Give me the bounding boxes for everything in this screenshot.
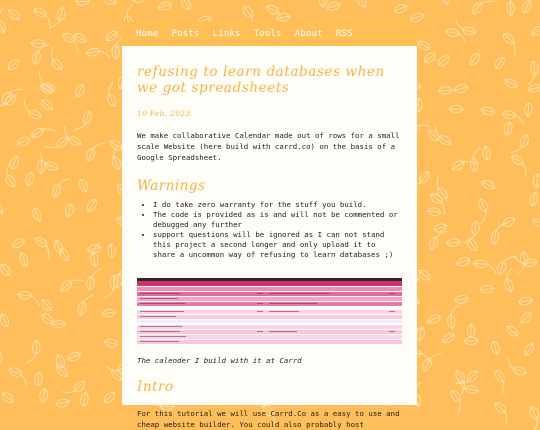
- blog-page: [122, 22, 417, 429]
- top-navigation: [122, 22, 417, 46]
- warning-item: • I do take zero warranty for the stuff you build.: [153, 200, 402, 210]
- warning-item: • The code is provided as is and will not be commented or debugged any further: [153, 210, 402, 230]
- nav-home[interactable]: Home: [136, 29, 159, 39]
- nav-about[interactable]: About: [294, 29, 323, 39]
- calendar-screenshot-graphic: [137, 278, 402, 346]
- nav-links[interactable]: Links: [212, 29, 241, 39]
- nav-posts[interactable]: Posts: [171, 29, 200, 39]
- warning-item: • support questions will be ignored as I can not stand this project a second longer and only upload it to share a uncommon way of refusing to learn databases ;): [153, 230, 402, 260]
- post-intro: We make collaborative Calendar made out of rows for a small scale Website (here build with carrd.co) on the basis of a Google Spreadsheet.: [137, 131, 400, 163]
- warnings-list: [137, 200, 402, 260]
- post-content: [122, 46, 417, 430]
- warnings-heading: Warnings: [137, 177, 206, 194]
- image-caption: The calender I build with it at Carrd: [137, 355, 302, 365]
- post-date: 10 Feb, 2023: [137, 109, 191, 118]
- nav-tools[interactable]: Tools: [253, 29, 282, 39]
- nav-rss[interactable]: RSS: [335, 29, 353, 39]
- calendar-screenshot-image: [137, 278, 402, 346]
- intro-heading: Intro: [137, 378, 174, 395]
- intro-body: For this tutorial we will use Carrd.Co as a easy to use and cheap website builder. You could also probably host: [137, 408, 400, 429]
- post-title: refusing to learn databases when we got spreadsheets: [137, 64, 385, 96]
